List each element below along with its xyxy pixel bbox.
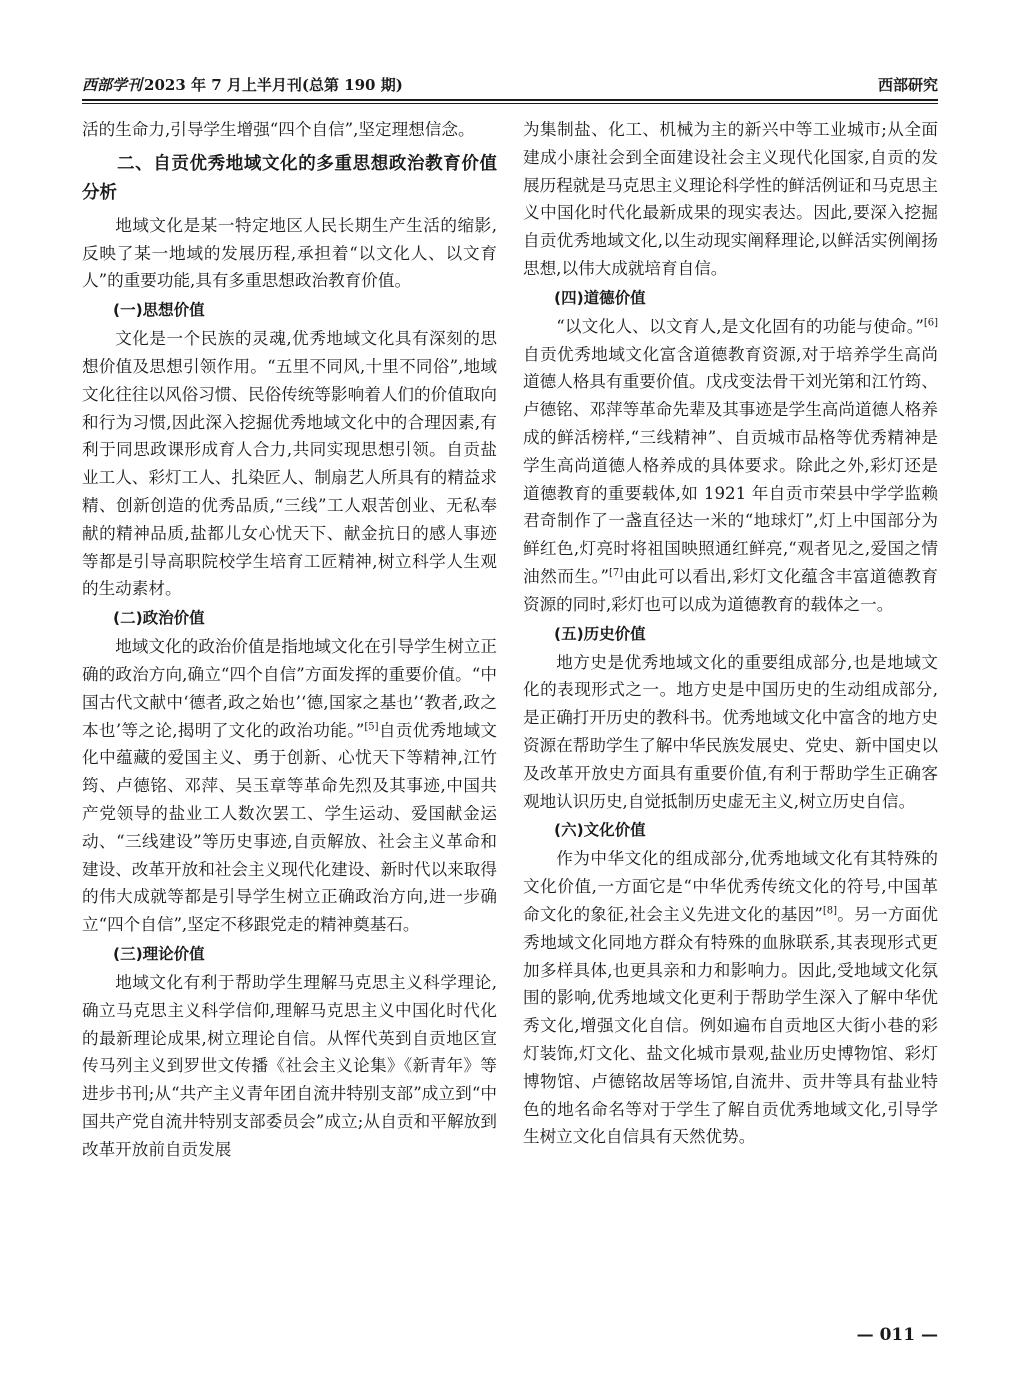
- subheading-political-value: (二)政治价值: [113, 609, 205, 628]
- subheading-moral-value: (四)道德价值: [554, 288, 646, 307]
- running-header: [82, 72, 938, 102]
- text-span: 自贡优秀地域文化中蕴藏的爱国主义、勇于创新、心忧天下等精神,江竹筠、卢德铭、邓萍、吴玉章等革命先烈及其事迹,中国共产党领导的盐业工人数次罢工、学生运动、爱国献金运动、“三线建设”等历史事迹,自贡解放、社会主义革命和建设、改革开放和社会主义现代化建设、新时代以来取得的伟大成就等都是引导学生树立正确政治方向,进一步确立“四个自信”,坚定不移跟党走的精神奠基石。: [82, 720, 497, 935]
- citation-ref: [7]: [609, 567, 624, 579]
- subheading-cultural-value: (六)文化价值: [554, 821, 646, 840]
- paragraph-theoretical-value-cont: 为集制盐、化工、机械为主的新兴中等工业城市;从全面建成小康社会到全面建设社会主义现代化国家,自贡的发展历程就是马克思主义理论科学性的鲜活例证和马克思主义中国化时代化最新成果的现实表达。因此,要深入挖掘自贡优秀地域文化,以生动现实阐释理论,以鲜活实例阐扬思想,以伟大成就培育自信。: [523, 120, 938, 278]
- section-heading: 二、自贡优秀地域文化的多重思想政治教育价值分析: [82, 153, 497, 203]
- paragraph-theoretical-value: 地域文化有利于帮助学生理解马克思主义科学理论,确立马克思主义科学信仰,理解马克思主义中国化时代化的最新理论成果,树立理论自信。从恽代英到自贡地区宣传马列主义到罗世文传播《社会主义论集》《新青年》等进步书刊;从“共产主义青年团自流井特别支部”成立到“中国共产党自流井特别支部委员会”成立;从自贡和平解放到改革开放前自贡发展: [82, 972, 497, 1159]
- right-column: [523, 116, 938, 1296]
- text-span: 自贡优秀地域文化富含道德教育资源,对于培养学生高尚道德人格具有重要价值。戊戌变法骨干刘光第和江竹筠、卢德铭、邓萍等革命先辈及其事迹是学生高尚道德人格养成的鲜活榜样,“三线精神”、自贡城市品格等优秀精神是学生高尚道德人格养成的具体要求。除此之外,彩灯还是道德教育的重要载体,如 1921 年自贡市荣县中学学监赖君奇制作了一盏直径达一米的“地球灯”,灯上中国部分为鲜红色,灯亮时将祖国映照通红鲜亮,“观者见之,爱国之情油然而生。”: [523, 344, 938, 586]
- paragraph-ideological-value: 文化是一个民族的灵魂,优秀地域文化具有深刻的思想价值及思想引领作用。“五里不同风,十里不同俗”,地域文化往往以风俗习惯、民俗传统等影响着人们的价值取向和行为习惯,因此深入挖掘优秀地域文化中的合理因素,有利于同思政课形成育人合力,共同实现思想引领。自贡盐业工人、彩灯工人、扎染匠人、制扇艺人所具有的精益求精、创新创造的优秀品质,“三线”工人艰苦创业、无私奉献的精神品质,盐都儿女心忧天下、献金抗日的感人事迹等都是引导高职院校学生培育工匠精神,树立科学人生观的生动素材。: [82, 329, 497, 599]
- header-rule-thick: [82, 99, 938, 101]
- section-name: 西部研究: [877, 76, 938, 94]
- journal-logo: 西部学刊: [82, 76, 143, 94]
- text-span: 由此可以看出,彩灯文化蕴含丰富道德教育资源的同时,彩灯也可以成为道德教育的载体之一。: [523, 566, 938, 614]
- text-span: “以文化人、以文育人,是文化固有的功能与使命。”: [556, 316, 924, 336]
- citation-ref: [8]: [822, 905, 838, 917]
- text-span: 作为中华文化的组成部分,优秀地域文化有其特殊的文化价值,一方面它是“中华优秀传统文化的符号,中国革命文化的象征,社会主义先进文化的基因”: [523, 849, 938, 924]
- page-number: — 011 —: [856, 1325, 938, 1345]
- subheading-ideological-value: (一)思想价值: [113, 301, 205, 320]
- paragraph-political-value: [82, 633, 497, 939]
- left-column: [82, 116, 497, 1296]
- paragraph-cultural-value: [523, 845, 938, 1151]
- subheading-theoretical-value: (三)理论价值: [113, 944, 205, 963]
- paragraph-historical-value: 地方史是优秀地域文化的重要组成部分,也是地域文化的表现形式之一。地方史是中国历史的生动组成部分,是正确打开历史的教科书。优秀地域文化中富含的地方史资源在帮助学生了解中华民族发展史、党史、新中国史以及改革开放史方面具有重要价值,有利于帮助学生正确客观地认识历史,自觉抵制历史虚无主义,树立历史自信。: [523, 652, 938, 811]
- paragraph-moral-value: [523, 313, 938, 619]
- text-span: 地域文化的政治价值是指地域文化在引导学生树立正确的政治方向,确立“四个自信”方面发挥的重要价值。“中国古代文献中‘德者,政之始也’‘德,国家之基也’‘教者,政之本也’等之论,揭明了文化的政治功能。”: [82, 637, 497, 740]
- journal-issue: [82, 74, 403, 95]
- header-rule-thin: [82, 103, 938, 104]
- paragraph-continued: 活的生命力,引导学生增强“四个自信”,坚定理想信念。: [82, 120, 475, 139]
- citation-ref: [5]: [364, 721, 379, 733]
- paragraph-intro: 地域文化是某一特定地区人民长期生产生活的缩影,反映了某一地域的发展历程,承担着“以文化人、以文育人”的重要功能,具有多重思想政治教育价值。: [82, 215, 497, 291]
- citation-ref: [6]: [923, 317, 938, 329]
- text-span: 。另一方面优秀地域文化同地方群众有特殊的血脉联系,其表现形式更加多样具体,也更具亲和力和影响力。因此,受地域文化氛围的影响,优秀地域文化更利于帮助学生深入了解中华优秀文化,增强文化自信。例如遍布自贡地区大街小巷的彩灯装饰,灯文化、盐文化城市景观,盐业历史博物馆、彩灯博物馆、卢德铭故居等场馆,自流井、贡井等具有盐业特色的地名命名等对于学生了解自贡优秀地域文化,引导学生树立文化自信具有天然优势。: [523, 904, 938, 1147]
- subheading-historical-value: (五)历史价值: [554, 624, 646, 643]
- issue-info: 2023 年 7 月上半月刊(总第 190 期): [144, 76, 403, 94]
